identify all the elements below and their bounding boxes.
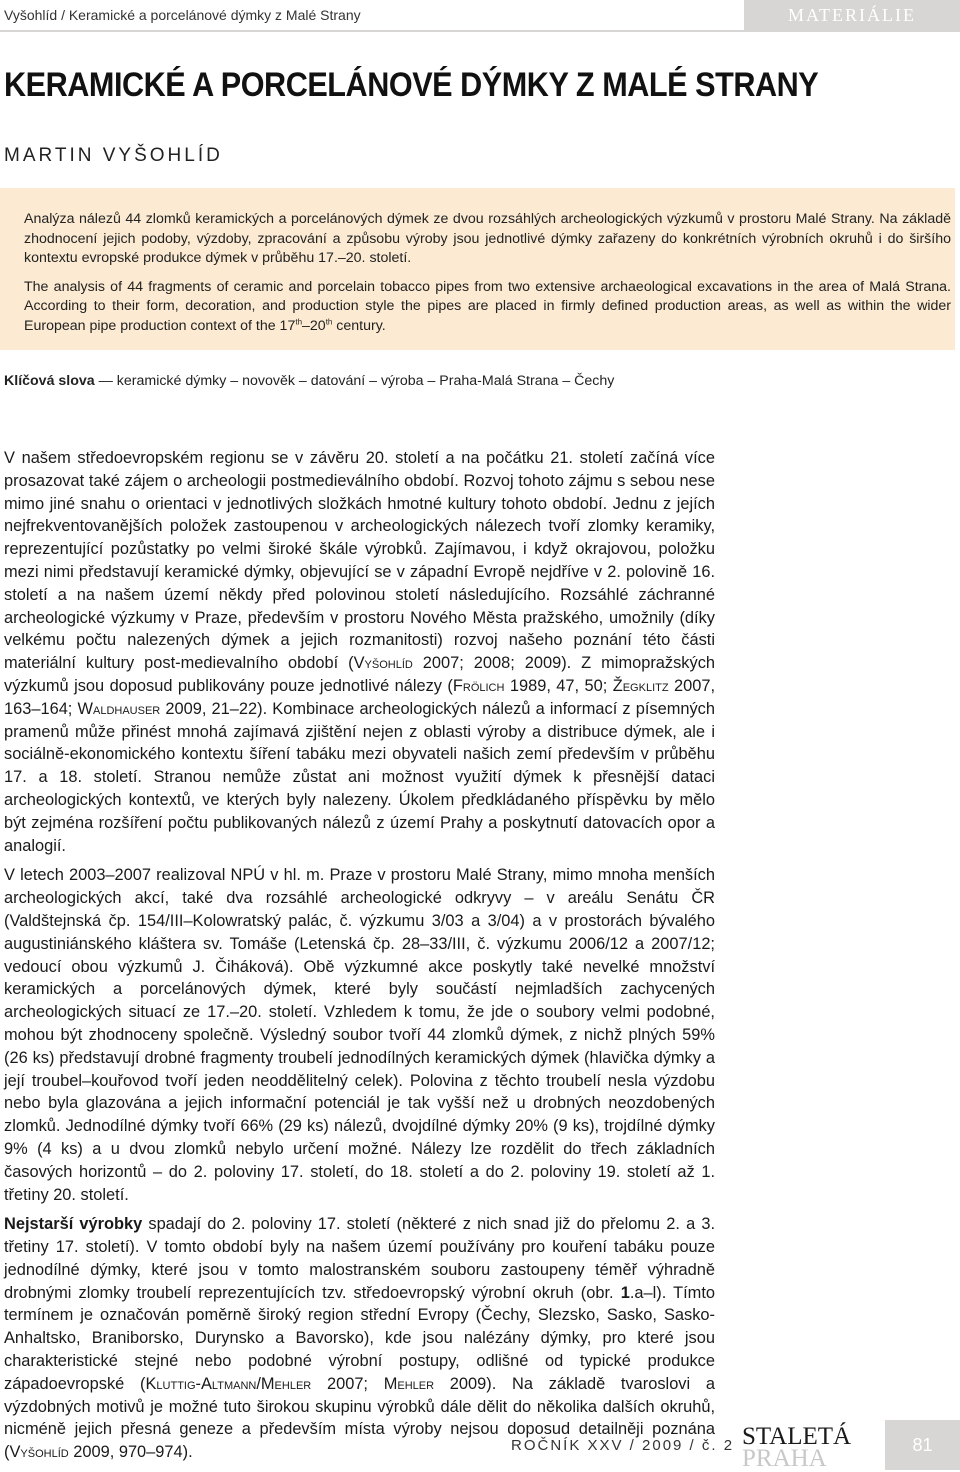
article-body — [4, 447, 715, 1471]
issue-info: ROČNÍK XXV / 2009 / č. 2 — [511, 1437, 735, 1454]
page-header — [0, 0, 960, 30]
body-paragraph-2: V letech 2003–2007 realizoval NPÚ v hl. m. Praze v prostoru Malé Strany, mimo mnoha menších archeologických akcí, také dva rozsáhlé archeologické odkryvy – v areálu Senátu ČR (Valdštejnská čp. 154/III–Kolowratský palác, č. výzkumu 3/03 a 3/04) a v prostorách bývalého augustiniánského kláštera sv. Tomáše (Letenská čp. 28–33/III, č. výzkumu 2006/12 a 2007/12; vedoucí obou výzkumů J. Čiháková). Obě výzkumné akce poskytly také nevelké množství keramických a porcelánových dýmek, které byly součástí nejmladších zachycených archeologických situací ze 17.–20. století. Vzhledem k tomu, že jde o soubory velmi podobné, mohou být zhodnoceny společně. Výsledný soubor tvoří 44 zlomků dýmek, z nichž plných 59% (26 ks) představují drobné fragmenty troubelí jednodílných keramických dýmek (hlavička dýmky a její troubel–kouřovod tvoří jeden neoddělitelný celek). Polovina z těchto troubelí nesla výzdobu nebo byla glazována a jejich informační potenciál je tak vyšší než u drobných neozdobených zlomků. Jednodílné dýmky tvoří 66% (29 ks) nálezů, dvojdílné dýmky 20% (9 ks), trojdílné dýmky 9% (4 ks) a u dvou zlomků nebylo určení možné. Nálezy lze rozdělit do třech základních časových horizontů – do 2. poloviny 17. století, do 18. století a do 2. poloviny 19. století až 1. třetiny 20. století. — [4, 866, 715, 1204]
journal-logo — [742, 1423, 862, 1472]
running-head: Vyšohlíd / Keramické a porcelánové dýmky z Malé Strany — [4, 7, 361, 23]
body-paragraph-3: Nejstarší výrobky spadají do 2. poloviny 17. století (některé z nich snad již do přelomu 2. a 3. třetiny 17. století). V tomto období byly na našem území používány pro kouření tabáku pouze jednodílné dýmky, které jsou v tomto malostranském souboru zastoupeny téměř výhradně drobnými zlomky troubelí reprezentujících tzv. středoevropský výrobní okruh (obr. 1.a–l). Tímto termínem je označován poměrně široký region střední Evropy (Čechy, Slezsko, Sasko, Sasko-Anhaltsko, Braniborsko, Durynsko a Bavorsko), kde jsou nalézány dýmky, pro které jsou charakteristické stejné nebo podobné výrobní postupy, odlišné od typické produkce západoevropské (Kluttig-Altmann/Mehler 2007; Mehler 2009). Na základě tvaroslovi a výzdobných motivů je možné tuto širokou skupinu výrobků dále dělit do několika dalších okruhů, nicméně jejich přesná geneze a především místa výroby nejsou doposud detailněji poznána (Vyšohlíd 2009, 970–974). — [4, 1215, 715, 1462]
abstract-box — [0, 188, 955, 350]
section-label: MATERIÁLIE — [744, 0, 960, 30]
journal-logo-line2: PRAHA — [742, 1445, 827, 1472]
page-number: 81 — [885, 1420, 960, 1470]
abstract-english: The analysis of 44 fragments of ceramic and porcelain tobacco pipes from two extensive archaeological excavations in the area of Malá Strana. According to their form, decoration, and production style the pipes are placed in firmly defined production areas, as well as within the wider European pipe production context of the 17th–20th century. — [24, 278, 951, 334]
body-paragraph-1: V našem středoevropském regionu se v závěru 20. století a na počátku 21. století začíná více prosazovat také zájem o archeologii postmedieválního období. Rozvoj tohoto zájmu s sebou nese mimo jiné snahu o orientaci v jednotlivých složkách hmotné kultury tohoto období. Jednu z jejích nejfrekventovanějších položek zastoupenou v archeologických nálezech tvoří zlomky keramiky, reprezentující pozůstatky po velmi široké škále výrobků. Zajímavou, i když okrajovou, položku mezi nimi představují keramické dýmky, objevující se v západní Evropě nejdříve v 2. polovině 16. století a na našem území někdy před polovinou století následujícího. Rozsáhlé záchranné archeologické výzkumy v Praze, především v prostoru Nového Města pražského, umožnily (díky velkému počtu nalezených dýmek a jejich rozmanitosti) rozvoj našeho poznání této části materiální kultury post-medievalního období (Vyšohlíd 2007; 2008; 2009). Z mimopražských výzkumů jsou doposud publikovány pouze jednotlivé nálezy (Frölich 1989, 47, 50; Žegklitz 2007, 163–164; Waldhauser 2009, 21–22). Kombinace archeologických nálezů a informací z písemných pramenů může přinést mnohá zajímavá zjištění nejen z oblasti výroby a distribuce dýmek, ale i sociálně-ekonomického kontextu šíření tabáku mezi obyvateli našich zemí především v průběhu 17. a 18. století. Stranou nemůže zůstat ani možnost využití dýmek k přesnější dataci archeologických kontextů, ve kterých byly nalezeny. Úkolem předkládaného příspěvku by mělo být zejména rozšíření počtu publikovaných nálezů z území Prahy a poskytnutí datovacích opor a analogií. — [4, 449, 716, 855]
journal-logo-line1: STALETÁ — [742, 1423, 852, 1450]
keywords-list: — keramické dýmky – novověk – datování – výroba – Praha-Malá Strana – Čechy — [94, 373, 615, 389]
keywords-label: Klíčová slova — [4, 373, 95, 389]
article-author: MARTIN VYŠOHLÍD — [4, 145, 223, 166]
article-title: KERAMICKÉ A PORCELÁNOVÉ DÝMKY Z MALÉ STRANY — [4, 66, 819, 104]
header-rule — [0, 30, 960, 32]
keywords — [4, 373, 614, 389]
abstract-czech: Analýza nálezů 44 zlomků keramických a porcelánových dýmek ze dvou rozsáhlých archeologických výzkumů v prostoru Malé Strany. Na základě zhodnocení jejich podoby, výzdoby, zpracování a způsobu výroby jsou jednotlivé dýmky zařazeny do konkrétních výrobních okruhů i do širšího kontextu evropské produkce dýmek v průběhu 17.–20. století. — [24, 211, 951, 266]
